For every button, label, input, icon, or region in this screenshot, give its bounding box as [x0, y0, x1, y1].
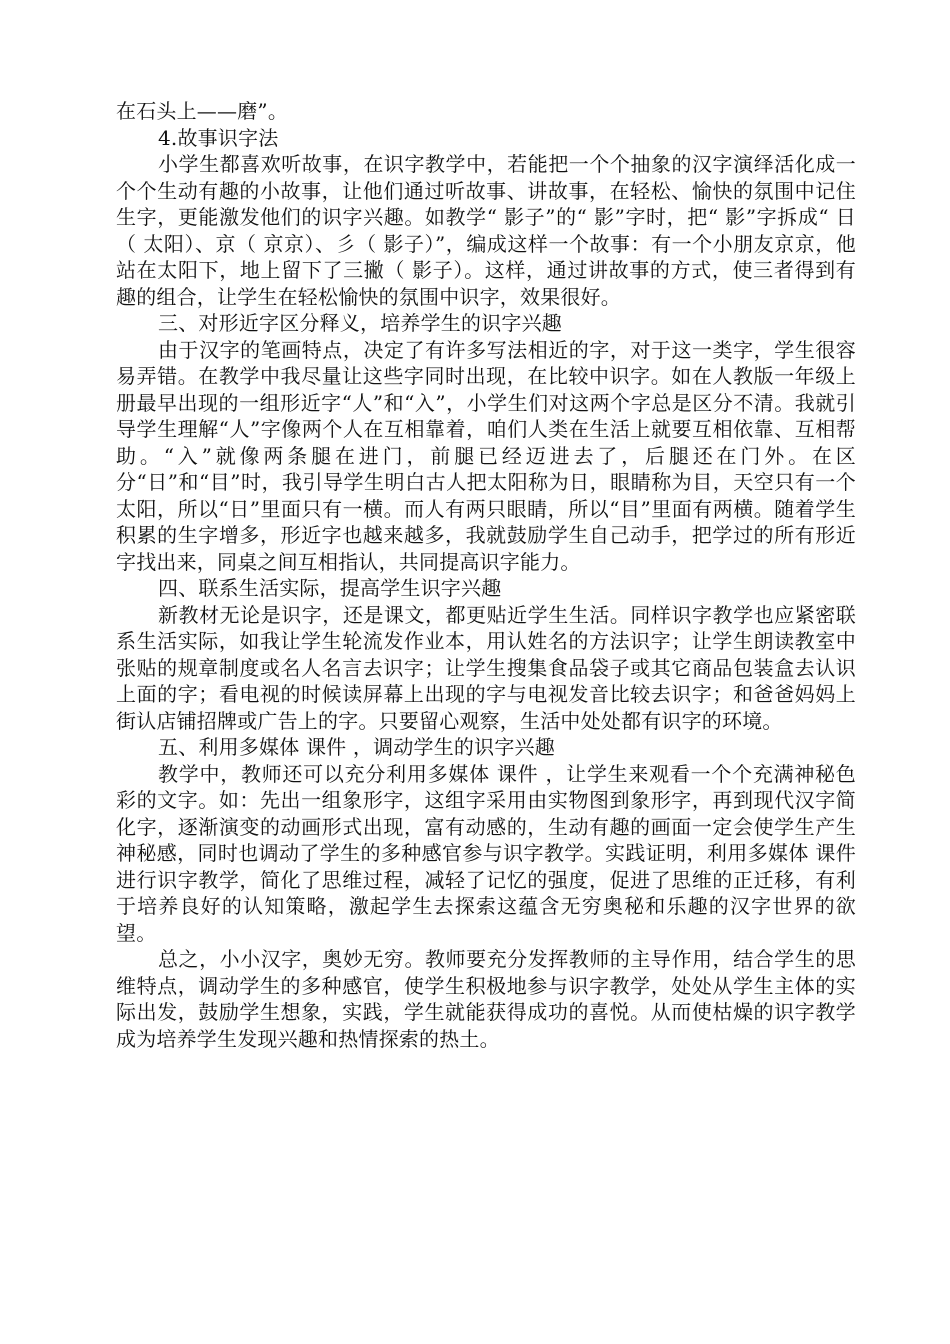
paragraph-section-three: 由于汉字的笔画特点，决定了有许多写法相近的字，对于这一类字，学生很容易弄错。在教学中我尽量让这些字同时出现，在比较中识字。如在人教版一年级上册最早出现的一组形近字“人”和“入”，小学生们对这两个字总是区分不清。我就引导学生理解“人”字像两个人在互相靠着，咱们人类在生活上就要互相依靠、互相帮助。“入”就像两条腿在进门，前腿已经迈进去了，后腿还在门外。在区分“日”和“目”时，我引导学生明白古人把太阳称为日，眼睛称为目，天空只有一个太阳，所以“日”里面只有一横。而人有两只眼睛，所以“目”里面有两横。随着学生积累的生字增多，形近字也越来越多，我就鼓励学生自己动手，把学过的所有形近字找出来，同桌之间互相指认，共同提高识字能力。	[116, 337, 856, 574]
document-body	[116, 98, 856, 1052]
subheading-story-method: 4.故事识字法	[158, 125, 279, 150]
paragraph-continuation: 在石头上——磨”。	[116, 99, 289, 123]
paragraph-section-five: 教学中，教师还可以充分利用多媒体 课件 ，让学生来观看一个个充满神秘色彩的文字。如：先出一组象形字，这组字采用由实物图到象形字，再到现代汉字简化字，逐渐演变的动画形式出现，富有动感的，生动有趣的画面一定会使学生产生神秘感，同时也调动了学生的多种感官参与识字教学。实践证明，利用多媒体 课件 进行识字教学，简化了思维过程，减轻了记忆的强度，促进了思维的正迁移，有利于培养良好的认知策略，激起学生去探索这蕴含无穷奥秘和乐趣的汉字世界的欲望。	[116, 761, 856, 945]
heading-section-three: 三、对形近字区分释义，培养学生的识字兴趣	[158, 311, 562, 335]
heading-section-five: 五、利用多媒体 课件 ，调动学生的识字兴趣	[158, 735, 555, 759]
heading-section-four: 四、联系生活实际，提高学生识字兴趣	[158, 576, 502, 600]
paragraph-conclusion: 总之，小小汉字，奥妙无穷。教师要充分发挥教师的主导作用，结合学生的思维特点，调动学生的多种感官，使学生积极地参与识字教学，处处从学生主体的实际出发，鼓励学生想象，实践，学生就能获得成功的喜悦。从而使枯燥的识字教学成为培养学生发现兴趣和热情探索的热土。	[116, 947, 856, 1051]
paragraph-story-method: 小学生都喜欢听故事，在识字教学中，若能把一个个抽象的汉字演绎活化成一个个生动有趣的小故事，让他们通过听故事、讲故事，在轻松、愉快的氛围中记住生字，更能激发他们的识字兴趣。如教学“ 影子”的“ 影”字时，把“ 影”字拆成“ 日（ 太阳）、京（ 京京）、彡（ 影子）”，编成这样一个故事：有一个小朋友京京，他站在太阳下，地上留下了三撇（ 影子）。这样，通过讲故事的方式，使三者得到有趣的组合，让学生在轻松愉快的氛围中识字，效果很好。	[116, 152, 856, 309]
paragraph-section-four: 新教材无论是识字，还是课文，都更贴近学生生活。同样识字教学也应紧密联系生活实际，如我让学生轮流发作业本，用认姓名的方法识字；让学生朗读教室中张贴的规章制度或名人名言去识字；让学生搜集食品袋子或其它商品包装盒去认识上面的字；看电视的时候读屏幕上出现的字与电视发音比较去识字；和爸爸妈妈上街认店铺招牌或广告上的字。只要留心观察，生活中处处都有识字的环境。	[116, 602, 856, 733]
